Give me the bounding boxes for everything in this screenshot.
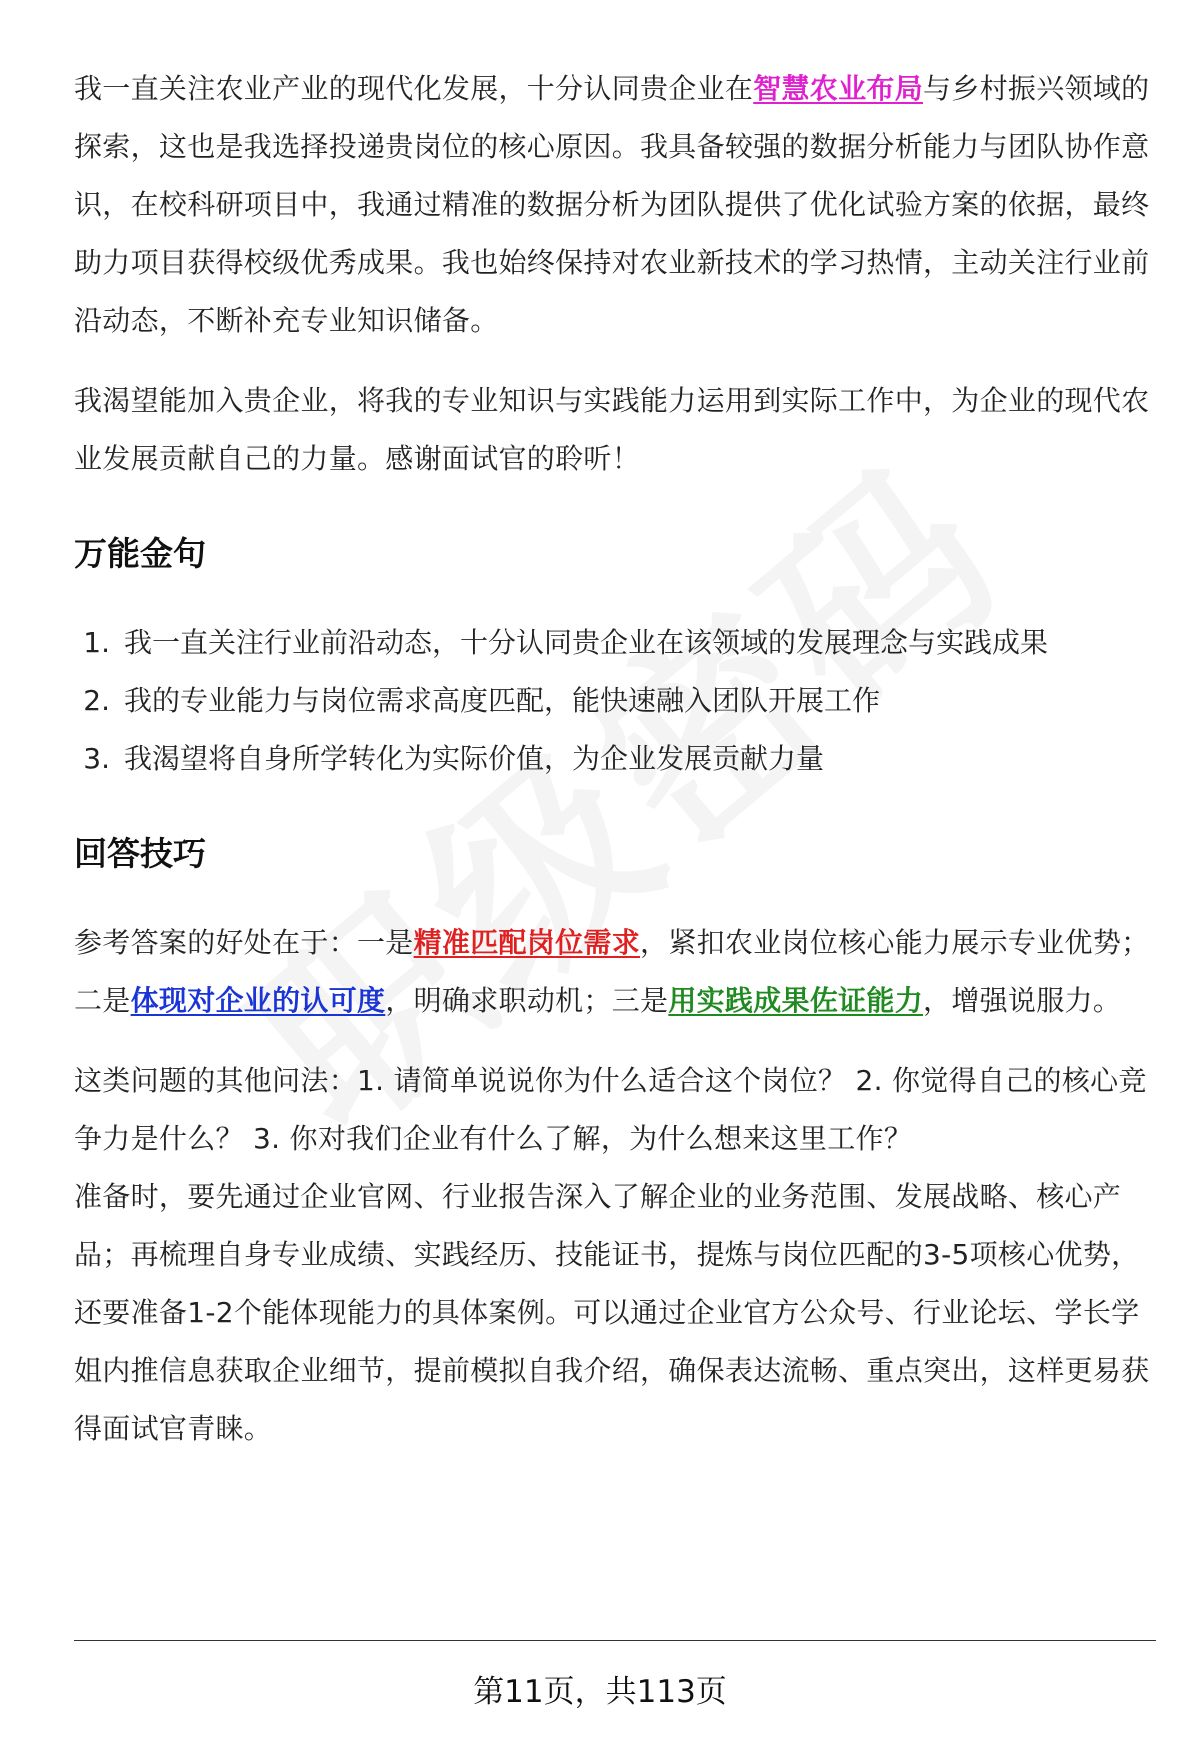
intro-text-after: 与乡村振兴领域的探索，这也是我选择投递贵岗位的核心原因。我具备较强的数据分析能力与团队协作意识，在校科研项目中，我通过精准的数据分析为团队提供了优化试验方案的依据，最终助力项目获得校级优秀成果。我也始终保持对农业新技术的学习热情，主动关注行业前沿动态，不断补充专业知识储备。 — [74, 72, 1150, 337]
list-text: 我渴望将自身所学转化为实际价值，为企业发展贡献力量 — [124, 742, 825, 775]
tips-text-1: 参考答案的好处在于：一是 — [74, 926, 414, 959]
list-item — [74, 614, 1154, 672]
tips-text-2: ，紧扣农业岗位核心能力展示专业优势；二是 — [74, 926, 1150, 1017]
tips-text-4: ，增强说服力。 — [923, 984, 1122, 1017]
highlight-smart-agriculture: 智慧农业布局 — [753, 72, 924, 105]
highlight-company-recognition: 体现对企业的认可度 — [130, 984, 386, 1017]
tips-text-3: ，明确求职动机；三是 — [385, 984, 669, 1017]
closing-paragraph: 我渴望能加入贵企业，将我的专业知识与实践能力运用到实际工作中，为企业的现代农业发展贡献自己的力量。感谢面试官的聆听！ — [74, 384, 1150, 475]
intro-paragraph — [74, 60, 1154, 350]
list-item — [74, 672, 1154, 730]
list-text: 我一直关注行业前沿动态，十分认同贵企业在该领域的发展理念与实践成果 — [124, 626, 1049, 659]
highlight-precise-match: 精准匹配岗位需求 — [413, 926, 641, 959]
page-number: 第11页，共113页 — [473, 1674, 727, 1710]
section-title-quotes: 万能金句 — [74, 534, 206, 573]
main-content — [74, 60, 1154, 1458]
list-text: 我的专业能力与岗位需求高度匹配，能快速融入团队开展工作 — [124, 684, 881, 717]
list-number: 2. — [83, 684, 110, 717]
list-item — [74, 730, 1154, 788]
list-number: 1. — [83, 626, 110, 659]
other-questions-paragraph: 这类问题的其他问法：1. 请简单说说你为什么适合这个岗位？ 2. 你觉得自己的核心竞争力是什么？ 3. 你对我们企业有什么了解，为什么想来这里工作？ — [74, 1064, 1147, 1155]
quotes-list — [74, 614, 1154, 788]
highlight-practical-results: 用实践成果佐证能力 — [668, 984, 924, 1017]
footer-divider — [74, 1640, 1156, 1641]
preparation-paragraph: 准备时，要先通过企业官网、行业报告深入了解企业的业务范围、发展战略、核心产品；再梳理自身专业成绩、实践经历、技能证书，提炼与岗位匹配的3-5项核心优势，还要准备1-2个能体现能力的具体案例。可以通过企业官方公众号、行业论坛、学长学姐内推信息获取企业细节，提前模拟自我介绍，确保表达流畅、重点突出，这样更易获得面试官青睐。 — [74, 1180, 1150, 1445]
section-title-tips: 回答技巧 — [74, 834, 206, 873]
list-number: 3. — [83, 742, 110, 775]
tips-paragraph — [74, 914, 1154, 1030]
intro-text-before: 我一直关注农业产业的现代化发展，十分认同贵企业在 — [74, 72, 754, 105]
